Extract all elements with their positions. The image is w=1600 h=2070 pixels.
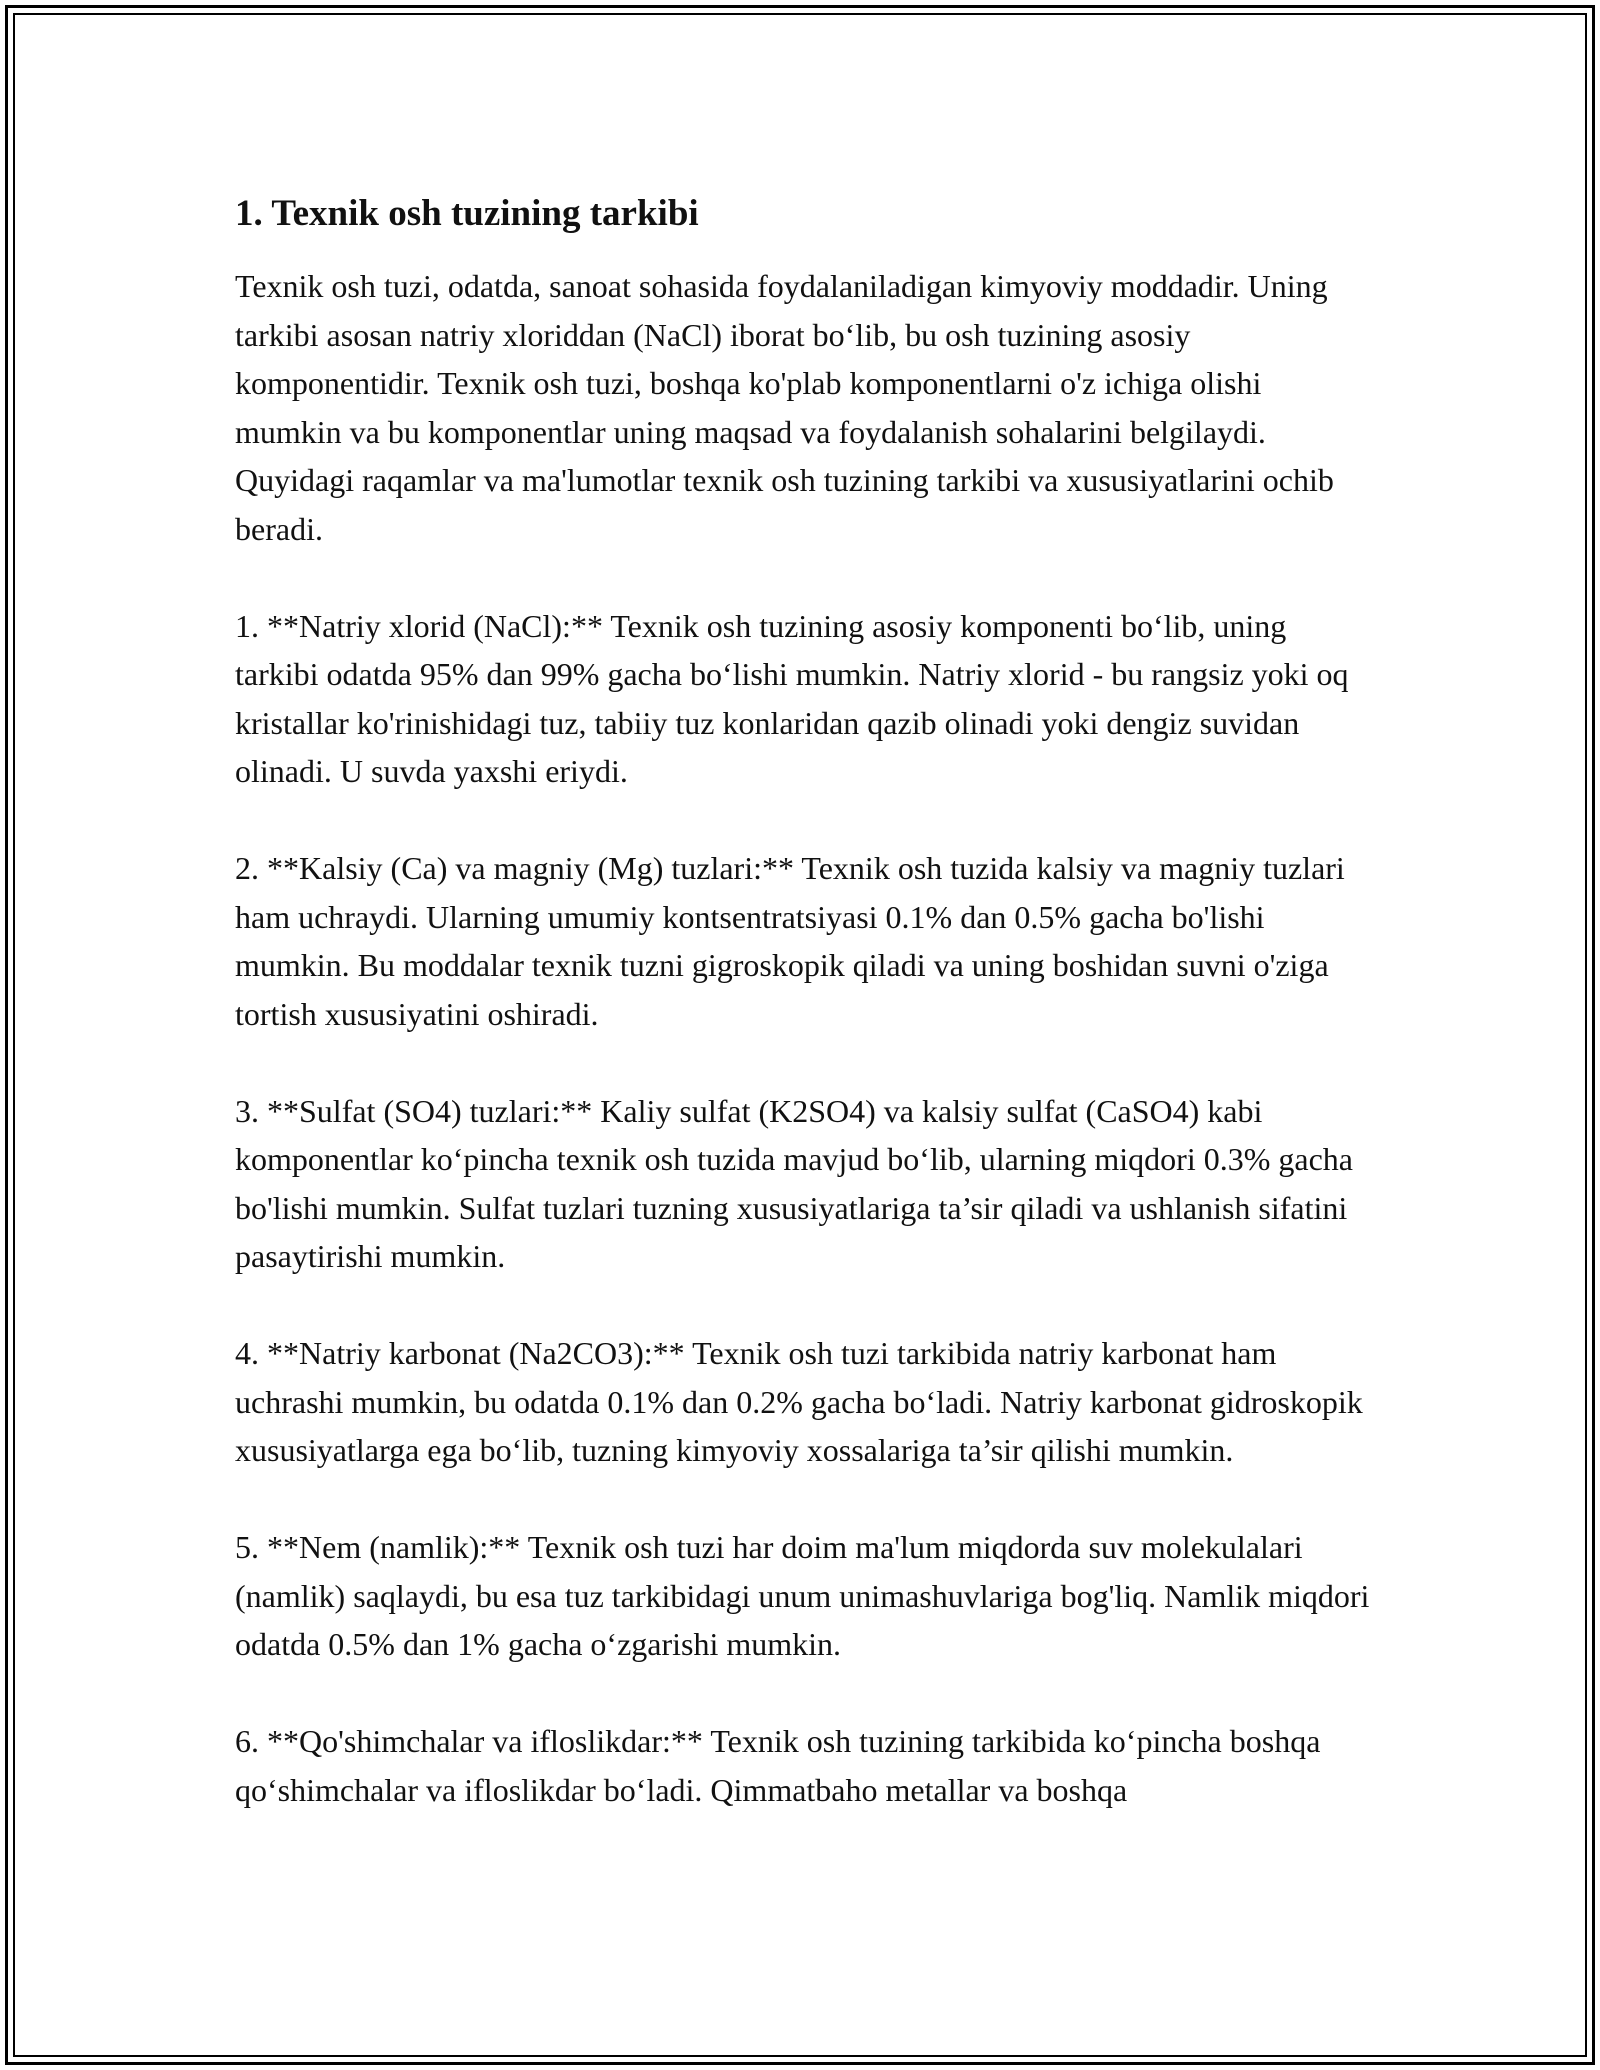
section-heading: 1. Texnik osh tuzining tarkibi [235, 193, 699, 234]
item-calcium-magnesium: 2. **Kalsiy (Ca) va magniy (Mg) tuzlari:** Texnik osh tuzida kalsiy va magniy tuzlari ham uchraydi. Ularning umumiy kontsentratsiyasi 0.1% dan 0.5% gacha bo'lishi mumkin. Bu moddalar texnik tuzni gigroskopik qiladi va uning boshidan suvni o'ziga tortish xususiyatini oshiradi. [235, 850, 1345, 1032]
item-moisture: 5. **Nem (namlik):** Texnik osh tuzi har doim ma'lum miqdorda suv molekulalari (namlik) saqlaydi, bu esa tuz tarkibidagi unum unimashuvlariga bog'liq. Namlik miqdori odatda 0.5% dan 1% gacha o‘zgarishi mumkin. [235, 1529, 1370, 1662]
item-sodium-chloride: 1. **Natriy xlorid (NaCl):** Texnik osh tuzining asosiy komponenti bo‘lib, uning tarkibi odatda 95% dan 99% gacha bo‘lishi mumkin. Natriy xlorid - bu rangsiz yoki oq kristallar ko'rinishidagi tuz, tabiiy tuz konlaridan qazib olinadi yoki dengiz suvidan olinadi. U suvda yaxshi eriydi. [235, 607, 1349, 789]
document-body [235, 190, 1375, 1814]
intro-paragraph: Texnik osh tuzi, odatda, sanoat sohasida foydalaniladigan kimyoviy moddadir. Uning tarkibi asosan natriy xloriddan (NaCl) iborat bo‘lib, bu osh tuzining asosiy komponentidir. Texnik osh tuzi, boshqa ko'plab komponentlarni o'z ichiga olishi mumkin va bu komponentlar uning maqsad va foydalanish sohalarini belgilaydi. Quyidagi raqamlar va ma'lumotlar texnik osh tuzining tarkibi va xususiyatlarini ochib beradi. [235, 268, 1334, 547]
item-sulfate: 3. **Sulfat (SO4) tuzlari:** Kaliy sulfat (K2SO4) va kalsiy sulfat (CaSO4) kabi komponentlar ko‘pincha texnik osh tuzida mavjud bo‘lib, ularning miqdori 0.3% gacha bo'lishi mumkin. Sulfat tuzlari tuzning xususiyatlariga ta’sir qiladi va ushlanish sifatini pasaytirishi mumkin. [235, 1092, 1353, 1274]
item-impurities: 6. **Qo'shimchalar va ifloslikdar:** Texnik osh tuzining tarkibida ko‘pincha boshqa qo‘shimchalar va ifloslikdar bo‘ladi. Qimmatbaho metallar va boshqa [235, 1723, 1321, 1808]
item-sodium-carbonate: 4. **Natriy karbonat (Na2CO3):** Texnik osh tuzi tarkibida natriy karbonat ham uchrashi mumkin, bu odatda 0.1% dan 0.2% gacha bo‘ladi. Natriy karbonat gidroskopik xususiyatlarga ega bo‘lib, tuzning kimyoviy xossalariga ta’sir qilishi mumkin. [235, 1335, 1363, 1468]
